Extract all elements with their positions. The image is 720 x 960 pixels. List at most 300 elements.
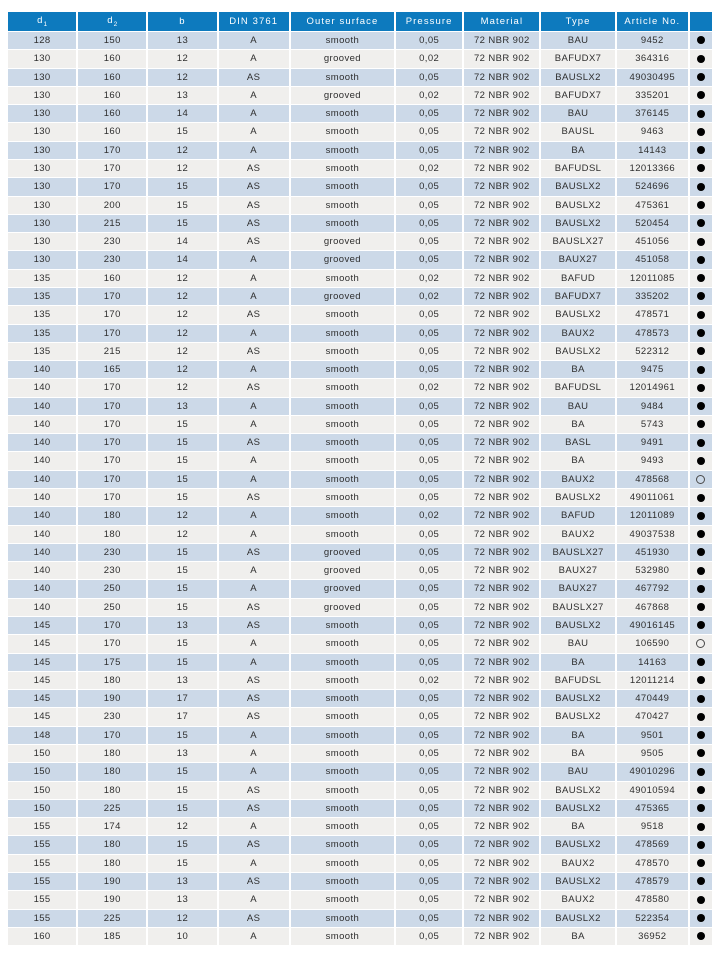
table-cell-pressure: 0,02 bbox=[396, 506, 464, 524]
table-row bbox=[8, 122, 712, 140]
table-cell-pressure: 0,05 bbox=[396, 616, 464, 634]
table-cell-material: 72 NBR 902 bbox=[464, 872, 541, 890]
table-cell-outer-surface: smooth bbox=[291, 653, 396, 671]
table-cell-outer-surface: smooth bbox=[291, 744, 396, 762]
table-cell-pressure: 0,02 bbox=[396, 49, 464, 67]
table-row bbox=[8, 159, 712, 177]
column-header-label: b bbox=[179, 16, 186, 27]
table-cell-article-no: 451930 bbox=[617, 543, 690, 561]
table-cell-type: BA bbox=[541, 927, 616, 945]
table-row bbox=[8, 305, 712, 323]
table-cell-din: A bbox=[219, 49, 291, 67]
table-cell-availability bbox=[690, 835, 712, 853]
table-cell-material: 72 NBR 902 bbox=[464, 598, 541, 616]
column-header-d2 bbox=[78, 12, 148, 31]
table-cell-d2: 170 bbox=[78, 397, 148, 415]
column-header-label: Outer surface bbox=[306, 16, 379, 27]
table-cell-availability bbox=[690, 122, 712, 140]
table-cell-article-no: 12013366 bbox=[617, 159, 690, 177]
table-cell-d2: 180 bbox=[78, 506, 148, 524]
table-cell-outer-surface: grooved bbox=[291, 250, 396, 268]
table-cell-d2: 180 bbox=[78, 671, 148, 689]
table-cell-article-no: 14143 bbox=[617, 141, 690, 159]
availability-filled-circle-icon bbox=[697, 786, 705, 794]
table-row bbox=[8, 634, 712, 652]
table-cell-din: A bbox=[219, 86, 291, 104]
table-row bbox=[8, 744, 712, 762]
table-cell-d1: 135 bbox=[8, 269, 78, 287]
table-cell-b: 12 bbox=[148, 141, 218, 159]
table-cell-type: BAUSLX2 bbox=[541, 342, 616, 360]
table-cell-availability bbox=[690, 232, 712, 250]
table-cell-availability bbox=[690, 196, 712, 214]
table-cell-type: BA bbox=[541, 744, 616, 762]
table-cell-b: 15 bbox=[148, 762, 218, 780]
table-row bbox=[8, 854, 712, 872]
table-cell-availability bbox=[690, 671, 712, 689]
table-cell-d1: 140 bbox=[8, 561, 78, 579]
table-cell-article-no: 478580 bbox=[617, 890, 690, 908]
column-header-label: Article No. bbox=[624, 16, 681, 27]
table-cell-type: BAUSL bbox=[541, 122, 616, 140]
column-header-b bbox=[148, 12, 218, 31]
table-cell-material: 72 NBR 902 bbox=[464, 68, 541, 86]
availability-filled-circle-icon bbox=[697, 804, 705, 812]
table-cell-type: BASL bbox=[541, 433, 616, 451]
table-cell-type: BAU bbox=[541, 397, 616, 415]
table-cell-d1: 128 bbox=[8, 31, 78, 49]
table-cell-article-no: 451058 bbox=[617, 250, 690, 268]
table-cell-type: BA bbox=[541, 817, 616, 835]
table-cell-article-no: 106590 bbox=[617, 634, 690, 652]
table-cell-availability bbox=[690, 269, 712, 287]
table-cell-outer-surface: smooth bbox=[291, 909, 396, 927]
table-cell-type: BAUX2 bbox=[541, 470, 616, 488]
table-cell-type: BAUX2 bbox=[541, 324, 616, 342]
table-cell-d1: 130 bbox=[8, 214, 78, 232]
table-cell-d1: 140 bbox=[8, 378, 78, 396]
table-cell-type: BAUSLX2 bbox=[541, 799, 616, 817]
table-cell-b: 12 bbox=[148, 360, 218, 378]
table-cell-pressure: 0,05 bbox=[396, 744, 464, 762]
table-cell-b: 15 bbox=[148, 653, 218, 671]
table-cell-b: 13 bbox=[148, 744, 218, 762]
table-cell-d2: 170 bbox=[78, 488, 148, 506]
table-row bbox=[8, 598, 712, 616]
availability-filled-circle-icon bbox=[697, 823, 705, 831]
table-cell-availability bbox=[690, 506, 712, 524]
table-cell-b: 15 bbox=[148, 177, 218, 195]
table-cell-d1: 145 bbox=[8, 616, 78, 634]
table-cell-d2: 160 bbox=[78, 122, 148, 140]
table-cell-material: 72 NBR 902 bbox=[464, 305, 541, 323]
table-row bbox=[8, 525, 712, 543]
table-cell-outer-surface: smooth bbox=[291, 506, 396, 524]
table-cell-d1: 148 bbox=[8, 726, 78, 744]
table-cell-type: BAU bbox=[541, 104, 616, 122]
table-cell-din: AS bbox=[219, 488, 291, 506]
table-cell-availability bbox=[690, 927, 712, 945]
table-cell-article-no: 49010594 bbox=[617, 781, 690, 799]
table-cell-outer-surface: smooth bbox=[291, 269, 396, 287]
table-cell-outer-surface: grooved bbox=[291, 232, 396, 250]
table-cell-din: A bbox=[219, 854, 291, 872]
table-cell-type: BAFUDX7 bbox=[541, 287, 616, 305]
table-cell-outer-surface: smooth bbox=[291, 451, 396, 469]
table-cell-availability bbox=[690, 561, 712, 579]
table-row bbox=[8, 543, 712, 561]
table-cell-b: 13 bbox=[148, 86, 218, 104]
table-cell-b: 15 bbox=[148, 561, 218, 579]
table-row bbox=[8, 214, 712, 232]
availability-filled-circle-icon bbox=[697, 768, 705, 776]
availability-filled-circle-icon bbox=[697, 877, 705, 885]
availability-filled-circle-icon bbox=[697, 494, 705, 502]
table-row bbox=[8, 141, 712, 159]
table-cell-type: BAFUDSL bbox=[541, 378, 616, 396]
table-cell-pressure: 0,05 bbox=[396, 214, 464, 232]
table-cell-d1: 140 bbox=[8, 506, 78, 524]
table-body bbox=[8, 31, 712, 945]
table-cell-pressure: 0,05 bbox=[396, 141, 464, 159]
table-cell-outer-surface: smooth bbox=[291, 781, 396, 799]
table-cell-material: 72 NBR 902 bbox=[464, 927, 541, 945]
table-cell-outer-surface: smooth bbox=[291, 671, 396, 689]
table-cell-article-no: 9518 bbox=[617, 817, 690, 835]
table-row bbox=[8, 360, 712, 378]
table-cell-b: 12 bbox=[148, 378, 218, 396]
table-cell-material: 72 NBR 902 bbox=[464, 250, 541, 268]
table-cell-type: BAUSLX2 bbox=[541, 689, 616, 707]
table-cell-d1: 160 bbox=[8, 927, 78, 945]
table-cell-d2: 160 bbox=[78, 68, 148, 86]
table-cell-din: A bbox=[219, 31, 291, 49]
availability-filled-circle-icon bbox=[697, 676, 705, 684]
table-cell-article-no: 49037538 bbox=[617, 525, 690, 543]
table-cell-din: A bbox=[219, 104, 291, 122]
table-row bbox=[8, 177, 712, 195]
column-header-subscript: 1 bbox=[43, 20, 48, 28]
table-cell-pressure: 0,05 bbox=[396, 781, 464, 799]
table-cell-type: BAU bbox=[541, 762, 616, 780]
table-cell-type: BAUSLX2 bbox=[541, 835, 616, 853]
table-cell-d1: 140 bbox=[8, 451, 78, 469]
table-cell-type: BAUSLX2 bbox=[541, 909, 616, 927]
table-cell-article-no: 376145 bbox=[617, 104, 690, 122]
table-cell-d2: 230 bbox=[78, 543, 148, 561]
availability-filled-circle-icon bbox=[697, 585, 705, 593]
table-cell-type: BAUX27 bbox=[541, 250, 616, 268]
table-cell-d1: 145 bbox=[8, 707, 78, 725]
table-cell-article-no: 12014961 bbox=[617, 378, 690, 396]
table-cell-material: 72 NBR 902 bbox=[464, 707, 541, 725]
table-cell-availability bbox=[690, 415, 712, 433]
table-cell-type: BAFUDSL bbox=[541, 671, 616, 689]
table-cell-b: 14 bbox=[148, 104, 218, 122]
table-cell-b: 15 bbox=[148, 196, 218, 214]
table-cell-material: 72 NBR 902 bbox=[464, 104, 541, 122]
table-cell-availability bbox=[690, 762, 712, 780]
table-cell-din: A bbox=[219, 451, 291, 469]
table-cell-b: 15 bbox=[148, 835, 218, 853]
table-cell-din: AS bbox=[219, 835, 291, 853]
table-cell-type: BAFUDX7 bbox=[541, 86, 616, 104]
table-cell-availability bbox=[690, 543, 712, 561]
table-cell-article-no: 12011214 bbox=[617, 671, 690, 689]
table-cell-d2: 190 bbox=[78, 872, 148, 890]
table-row bbox=[8, 397, 712, 415]
availability-filled-circle-icon bbox=[697, 439, 705, 447]
table-cell-article-no: 478568 bbox=[617, 470, 690, 488]
table-cell-material: 72 NBR 902 bbox=[464, 141, 541, 159]
table-cell-outer-surface: smooth bbox=[291, 707, 396, 725]
table-cell-article-no: 9493 bbox=[617, 451, 690, 469]
table-cell-din: A bbox=[219, 579, 291, 597]
table-cell-material: 72 NBR 902 bbox=[464, 433, 541, 451]
table-cell-outer-surface: grooved bbox=[291, 49, 396, 67]
table-cell-pressure: 0,05 bbox=[396, 762, 464, 780]
column-header-label: Pressure bbox=[405, 16, 453, 27]
table-cell-pressure: 0,05 bbox=[396, 689, 464, 707]
table-cell-article-no: 49030495 bbox=[617, 68, 690, 86]
table-cell-material: 72 NBR 902 bbox=[464, 543, 541, 561]
table-cell-availability bbox=[690, 525, 712, 543]
table-cell-din: AS bbox=[219, 68, 291, 86]
table-cell-availability bbox=[690, 616, 712, 634]
table-cell-d1: 140 bbox=[8, 525, 78, 543]
table-cell-b: 13 bbox=[148, 890, 218, 908]
table-cell-d2: 150 bbox=[78, 31, 148, 49]
table-cell-material: 72 NBR 902 bbox=[464, 781, 541, 799]
table-cell-din: A bbox=[219, 141, 291, 159]
table-cell-availability bbox=[690, 250, 712, 268]
table-cell-b: 15 bbox=[148, 726, 218, 744]
table-row bbox=[8, 890, 712, 908]
table-cell-pressure: 0,05 bbox=[396, 835, 464, 853]
availability-filled-circle-icon bbox=[697, 274, 705, 282]
table-cell-type: BAFUD bbox=[541, 506, 616, 524]
table-cell-type: BAUSLX2 bbox=[541, 68, 616, 86]
table-row bbox=[8, 561, 712, 579]
table-cell-d1: 145 bbox=[8, 671, 78, 689]
table-cell-b: 12 bbox=[148, 269, 218, 287]
table-cell-availability bbox=[690, 909, 712, 927]
table-cell-d2: 170 bbox=[78, 634, 148, 652]
table-cell-pressure: 0,05 bbox=[396, 451, 464, 469]
availability-filled-circle-icon bbox=[697, 183, 705, 191]
table-cell-availability bbox=[690, 579, 712, 597]
table-cell-article-no: 522312 bbox=[617, 342, 690, 360]
table-cell-b: 12 bbox=[148, 159, 218, 177]
table-row bbox=[8, 872, 712, 890]
column-header-label: Type bbox=[565, 16, 591, 27]
availability-filled-circle-icon bbox=[697, 457, 705, 465]
table-cell-type: BAUSLX2 bbox=[541, 781, 616, 799]
table-cell-pressure: 0,05 bbox=[396, 927, 464, 945]
table-cell-d1: 130 bbox=[8, 68, 78, 86]
table-cell-din: AS bbox=[219, 177, 291, 195]
table-cell-d2: 170 bbox=[78, 433, 148, 451]
table-cell-type: BAUSLX2 bbox=[541, 488, 616, 506]
table-cell-type: BAFUDSL bbox=[541, 159, 616, 177]
table-cell-d2: 180 bbox=[78, 835, 148, 853]
table-cell-article-no: 36952 bbox=[617, 927, 690, 945]
table-cell-pressure: 0,05 bbox=[396, 415, 464, 433]
table-cell-b: 15 bbox=[148, 415, 218, 433]
table-cell-material: 72 NBR 902 bbox=[464, 31, 541, 49]
table-row bbox=[8, 269, 712, 287]
table-cell-availability bbox=[690, 707, 712, 725]
table-row bbox=[8, 287, 712, 305]
table-cell-availability bbox=[690, 177, 712, 195]
table-cell-type: BAUSLX27 bbox=[541, 232, 616, 250]
table-cell-pressure: 0,05 bbox=[396, 598, 464, 616]
table-cell-d2: 165 bbox=[78, 360, 148, 378]
table-cell-d1: 155 bbox=[8, 817, 78, 835]
table-cell-d2: 170 bbox=[78, 324, 148, 342]
column-header-label: d bbox=[37, 15, 44, 27]
table-cell-pressure: 0,05 bbox=[396, 488, 464, 506]
table-cell-pressure: 0,05 bbox=[396, 634, 464, 652]
table-row bbox=[8, 707, 712, 725]
table-cell-material: 72 NBR 902 bbox=[464, 653, 541, 671]
availability-filled-circle-icon bbox=[697, 110, 705, 118]
table-cell-material: 72 NBR 902 bbox=[464, 360, 541, 378]
table-cell-b: 12 bbox=[148, 287, 218, 305]
table-cell-availability bbox=[690, 817, 712, 835]
table-cell-article-no: 467792 bbox=[617, 579, 690, 597]
table-cell-d1: 155 bbox=[8, 835, 78, 853]
table-cell-b: 13 bbox=[148, 616, 218, 634]
table-cell-b: 12 bbox=[148, 49, 218, 67]
table-cell-material: 72 NBR 902 bbox=[464, 49, 541, 67]
table-cell-article-no: 12011089 bbox=[617, 506, 690, 524]
table-row bbox=[8, 799, 712, 817]
table-cell-pressure: 0,05 bbox=[396, 397, 464, 415]
table-cell-outer-surface: smooth bbox=[291, 324, 396, 342]
table-cell-availability bbox=[690, 890, 712, 908]
table-cell-availability bbox=[690, 104, 712, 122]
availability-filled-circle-icon bbox=[697, 567, 705, 575]
table-cell-outer-surface: grooved bbox=[291, 86, 396, 104]
table-cell-pressure: 0,05 bbox=[396, 854, 464, 872]
table-cell-availability bbox=[690, 744, 712, 762]
table-cell-d2: 170 bbox=[78, 378, 148, 396]
table-cell-type: BAUX27 bbox=[541, 561, 616, 579]
table-cell-b: 13 bbox=[148, 872, 218, 890]
table-cell-material: 72 NBR 902 bbox=[464, 415, 541, 433]
table-cell-type: BAUX2 bbox=[541, 890, 616, 908]
table-cell-din: AS bbox=[219, 689, 291, 707]
table-cell-pressure: 0,02 bbox=[396, 269, 464, 287]
table-cell-outer-surface: smooth bbox=[291, 525, 396, 543]
table-cell-d2: 170 bbox=[78, 726, 148, 744]
table-cell-material: 72 NBR 902 bbox=[464, 909, 541, 927]
table-cell-material: 72 NBR 902 bbox=[464, 378, 541, 396]
table-cell-availability bbox=[690, 451, 712, 469]
table-cell-b: 15 bbox=[148, 543, 218, 561]
table-cell-material: 72 NBR 902 bbox=[464, 287, 541, 305]
table-cell-d2: 230 bbox=[78, 232, 148, 250]
table-cell-b: 15 bbox=[148, 433, 218, 451]
table-cell-d1: 140 bbox=[8, 579, 78, 597]
table-cell-outer-surface: smooth bbox=[291, 397, 396, 415]
table-cell-b: 15 bbox=[148, 488, 218, 506]
table-cell-material: 72 NBR 902 bbox=[464, 470, 541, 488]
table-cell-type: BA bbox=[541, 653, 616, 671]
table-cell-article-no: 9463 bbox=[617, 122, 690, 140]
table-cell-outer-surface: smooth bbox=[291, 433, 396, 451]
table-cell-material: 72 NBR 902 bbox=[464, 579, 541, 597]
table-cell-material: 72 NBR 902 bbox=[464, 488, 541, 506]
table-cell-type: BAUSLX2 bbox=[541, 214, 616, 232]
table-cell-type: BAUSLX2 bbox=[541, 196, 616, 214]
availability-filled-circle-icon bbox=[697, 914, 705, 922]
table-cell-outer-surface: smooth bbox=[291, 159, 396, 177]
availability-filled-circle-icon bbox=[697, 530, 705, 538]
table-cell-d1: 130 bbox=[8, 196, 78, 214]
availability-filled-circle-icon bbox=[697, 384, 705, 392]
table-cell-type: BAFUD bbox=[541, 269, 616, 287]
table-row bbox=[8, 616, 712, 634]
column-header-label: d bbox=[107, 15, 114, 27]
table-cell-type: BAFUDX7 bbox=[541, 49, 616, 67]
table-cell-availability bbox=[690, 433, 712, 451]
table-cell-d2: 160 bbox=[78, 49, 148, 67]
table-cell-material: 72 NBR 902 bbox=[464, 762, 541, 780]
table-cell-article-no: 475365 bbox=[617, 799, 690, 817]
table-cell-d2: 160 bbox=[78, 269, 148, 287]
table-cell-outer-surface: smooth bbox=[291, 378, 396, 396]
table-cell-outer-surface: smooth bbox=[291, 122, 396, 140]
table-cell-material: 72 NBR 902 bbox=[464, 342, 541, 360]
table-cell-article-no: 467868 bbox=[617, 598, 690, 616]
table-cell-din: A bbox=[219, 324, 291, 342]
table-cell-b: 14 bbox=[148, 250, 218, 268]
table-cell-din: AS bbox=[219, 342, 291, 360]
table-cell-d1: 130 bbox=[8, 49, 78, 67]
availability-filled-circle-icon bbox=[697, 73, 705, 81]
table-cell-d1: 150 bbox=[8, 799, 78, 817]
table-cell-d1: 130 bbox=[8, 250, 78, 268]
table-cell-d2: 215 bbox=[78, 214, 148, 232]
table-cell-din: AS bbox=[219, 909, 291, 927]
table-cell-d1: 145 bbox=[8, 689, 78, 707]
table-cell-article-no: 49011061 bbox=[617, 488, 690, 506]
table-cell-pressure: 0,05 bbox=[396, 104, 464, 122]
table-cell-availability bbox=[690, 726, 712, 744]
table-cell-type: BAUSLX2 bbox=[541, 616, 616, 634]
table-cell-pressure: 0,05 bbox=[396, 68, 464, 86]
availability-filled-circle-icon bbox=[697, 238, 705, 246]
table-cell-b: 15 bbox=[148, 579, 218, 597]
availability-filled-circle-icon bbox=[697, 347, 705, 355]
table-cell-pressure: 0,05 bbox=[396, 909, 464, 927]
availability-filled-circle-icon bbox=[697, 658, 705, 666]
seal-dimensions-table bbox=[8, 12, 712, 945]
table-cell-pressure: 0,05 bbox=[396, 579, 464, 597]
table-cell-type: BAUSLX2 bbox=[541, 305, 616, 323]
table-cell-d2: 230 bbox=[78, 707, 148, 725]
availability-filled-circle-icon bbox=[697, 731, 705, 739]
table-cell-material: 72 NBR 902 bbox=[464, 397, 541, 415]
table-cell-d1: 140 bbox=[8, 415, 78, 433]
table-cell-material: 72 NBR 902 bbox=[464, 689, 541, 707]
table-cell-pressure: 0,05 bbox=[396, 250, 464, 268]
table-cell-pressure: 0,05 bbox=[396, 890, 464, 908]
table-cell-type: BAU bbox=[541, 634, 616, 652]
column-header-subscript: 2 bbox=[113, 20, 118, 28]
